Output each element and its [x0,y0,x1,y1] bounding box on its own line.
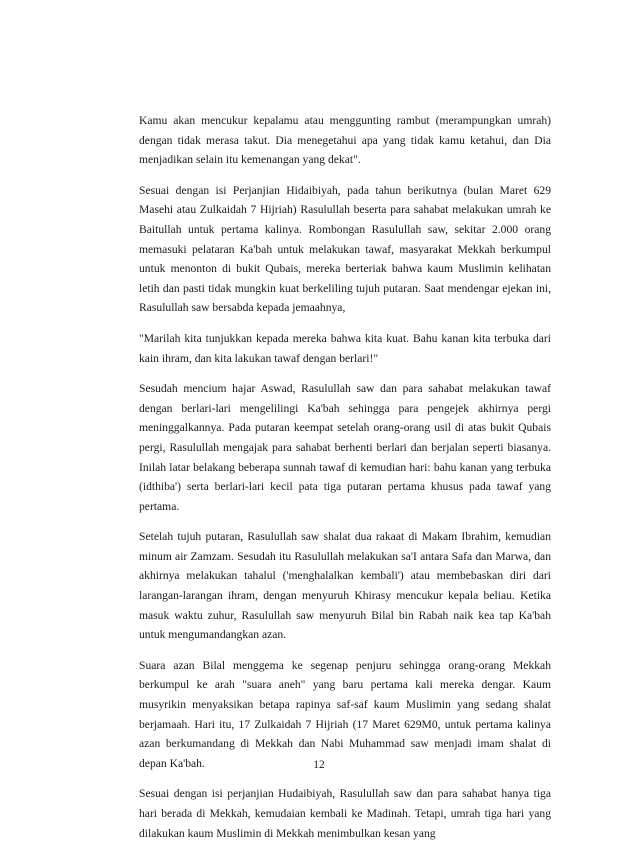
page-number: 12 [313,759,325,771]
paragraph-1: Kamu akan mencukur kepalamu atau menggunting rambut (merampungkan umrah) dengan tidak merasa takut. Dia menegetahui apa yang tidak kamu ketahui, dan Dia menjadikan selain itu kemenangan yang dekat". [139,114,551,167]
paragraph-4: Sesudah mencium hajar Aswad, Rasulullah saw dan para sahabat melakukan tawaf dengan berlari-lari mengelilingi Ka'bah sehingga para pengejek akhirnya pergi meninggalkannya. Pada putaran keempat setelah orang-orang usil di atas bukit Qubais pergi, Rasulullah mengajak para sahabat berhenti berlari dan berjalan seperti biasanya. Inilah latar belakang beberapa sunnah tawaf di kemudian hari: bahu kanan yang terbuka (idthiba') serta berlari-lari kecil pata tiga putaran pertama khusus pada tawaf yang pertama. [139,382,551,513]
paragraph-2: Sesuai dengan isi Perjanjian Hidaibiyah, pada tahun berikutnya (bulan Maret 629 Masehi atau Zulkaidah 7 Hijriah) Rasulullah beserta para sahabat melakukan umrah ke Baitullah untuk pertama kalinya. Rombongan Rasulullah saw, sekitar 2.000 orang memasuki pelataran Ka'bah untuk melakukan tawaf, masyarakat Mekkah berkumpul untuk menonton di bukit Qubais, mereka berteriak bahwa kaum Muslimin kelihatan letih dan pasti tidak mungkin kuat berkeliling tujuh putaran. Saat mendengar ejekan ini, Rasulullah saw bersabda kepada jemaahnya, [139,183,551,315]
paragraph-3: "Marilah kita tunjukkan kepada mereka bahwa kita kuat. Bahu kanan kita terbuka dari kain ihram, dan kita lakukan tawaf dengan berlari!" [139,331,551,365]
paragraph-6: Suara azan Bilal menggema ke segenap penjuru sehingga orang-orang Mekkah berkumpul ke arah "suara aneh" yang baru pertama kali mereka dengar. Kaum musyrikin menyaksikan betapa rapinya saf-saf kaum Muslimin yang sedang shalat berjamaah. Hari itu, 17 Zulkaidah 7 Hijriah (17 Maret 629M0, untuk pertama kalinya azan berkumandang di Mekkah dan Nabi Muhammad saw menjadi imam shalat di depan Ka'bah. [139,658,551,770]
paragraph-7: Sesuai dengan isi perjanjian Hudaibiyah, Rasulullah saw dan para sahabat hanya tiga hari berada di Mekkah, kemudaian kembali ke Madinah. Tetapi, umrah tiga hari yang dilakukan kaum Muslimin di Mekkah menimbulkan kesan yang [139,787,551,840]
page-body [139,111,551,854]
paragraph-5: Setelah tujuh putaran, Rasulullah saw shalat dua rakaat di Makam Ibrahim, kemudian minum air Zamzam. Sesudah itu Rasulullah melakukan sa'I antara Safa dan Marwa, dan akhirnya melakukan tahalul ('menghalalkan kembali') atau membebaskan diri dari larangan-larangan ihram, dengan menyuruh Khirasy mencukur kepala beliau. Ketika masuk waktu zuhur, Rasulullah saw menyuruh Bilal bin Rabah naik kea tap Ka'bah untuk mengumandangkan azan. [139,530,551,642]
